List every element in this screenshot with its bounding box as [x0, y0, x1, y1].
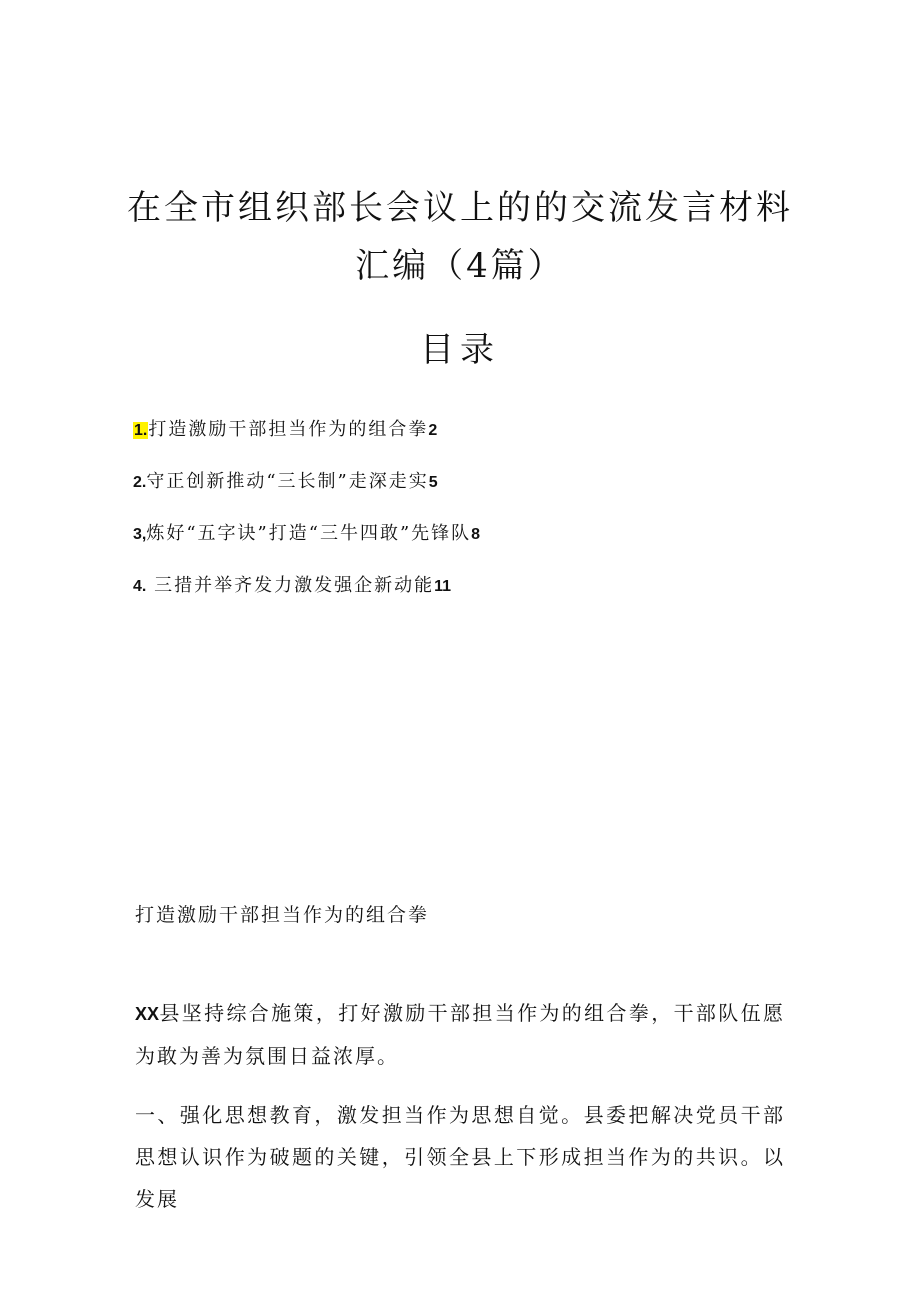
toc-item-page: 5 [428, 474, 438, 491]
toc-item-text: 守正创新推动“三长制”走深走实 [146, 471, 429, 492]
toc-item[interactable] [133, 570, 480, 602]
toc-item-number: 1. [134, 422, 148, 439]
body-paragraph: 一、强化思想教育，激发担当作为思想自觉。县委把解决党员干部思想认识作为破题的关键，引领全县上下形成担当作为的共识。以发展 [135, 1103, 785, 1211]
toc-item[interactable] [133, 518, 480, 550]
body-paragraph [135, 992, 785, 1077]
toc-item-text: 炼好“五字诀”打造“三牛四敢”先锋队 [146, 523, 472, 544]
toc-item[interactable] [133, 466, 480, 498]
toc-item-number: 3, [133, 526, 147, 543]
toc-item-page: 2 [428, 422, 438, 439]
section-title: 打造激励干部担当作为的组合拳 [135, 904, 430, 926]
toc-item[interactable] [133, 414, 480, 446]
paragraph-lead: XX [135, 1004, 160, 1024]
document-title-line-2: 汇编（4篇） [355, 246, 565, 286]
document-title-line-1: 在全市组织部长会议上的的交流发言材料 [127, 188, 793, 228]
toc-item-page: 8 [471, 526, 481, 543]
table-of-contents [133, 414, 480, 622]
toc-item-text: 打造激励干部担当作为的组合拳 [148, 419, 429, 440]
toc-item-number: 2. [133, 474, 147, 491]
toc-item-text: 三措并举齐发力激发强企新动能 [146, 575, 435, 596]
paragraph-text: 县坚持综合施策，打好激励干部担当作为的组合拳，干部队伍愿为敢为善为氛围日益浓厚。 [135, 1001, 785, 1068]
toc-item-page: 11 [434, 578, 451, 595]
toc-heading: 目录 [420, 330, 500, 370]
toc-item-number: 4. [133, 578, 147, 595]
